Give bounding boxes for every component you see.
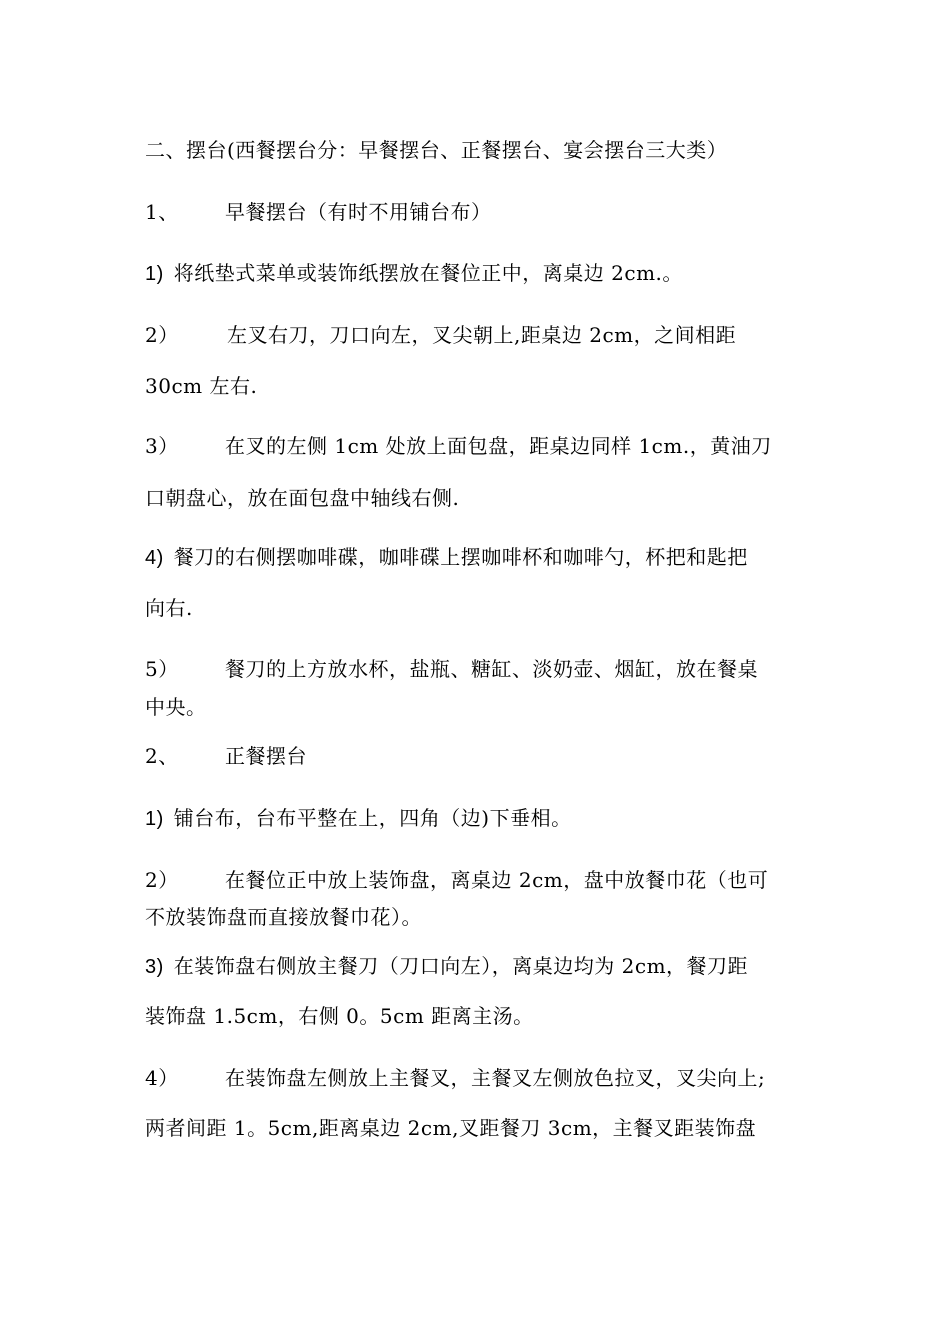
s1-item-4-cont-text: 向右.: [145, 596, 193, 620]
s1-item-5-cont-text: 中央。: [145, 695, 207, 719]
s1-item-3-num: 3）: [145, 434, 179, 458]
s1-item-5: [145, 656, 758, 682]
s1-item-3-cont: [145, 485, 459, 511]
s1-item-3-text: 在叉的左侧 1cm 处放上面包盘，距桌边同样 1cm.，黄油刀: [225, 434, 772, 458]
s2-item-4-num: 4）: [145, 1066, 179, 1090]
s2-item-4-text: 在装饰盘左侧放上主餐叉，主餐叉左侧放色拉叉，叉尖向上;: [225, 1066, 766, 1090]
s1-item-2-cont-text: 30cm 左右.: [145, 374, 258, 398]
s1-item-4-cont: [145, 595, 193, 621]
s2-item-4-cont: [145, 1115, 756, 1141]
s1-item-2-cont: [145, 373, 257, 399]
heading-text: 二、摆台(西餐摆台分：早餐摆台、正餐摆台、宴会摆台三大类）: [145, 138, 728, 162]
s2-item-2-cont-text: 不放装饰盘而直接放餐巾花）。: [145, 905, 422, 929]
s1-item-4: [145, 544, 748, 571]
s1-item-2: [145, 322, 736, 348]
s2-item-4: [145, 1065, 765, 1091]
section-1-title: [145, 199, 492, 225]
s1-item-3: [145, 433, 772, 459]
s1-item-1-num: 1): [145, 263, 164, 285]
s1-item-4-num: 4): [145, 547, 164, 569]
section-2-number: 2、: [145, 744, 179, 768]
section-1-title-text: 早餐摆台（有时不用铺台布）: [225, 200, 492, 224]
s2-item-3-text: 在装饰盘右侧放主餐刀（刀口向左），离桌边均为 2cm，餐刀距: [173, 954, 749, 978]
s2-item-2-text: 在餐位正中放上装饰盘，离桌边 2cm，盘中放餐巾花（也可: [225, 868, 769, 892]
s1-item-3-cont-text: 口朝盘心，放在面包盘中轴线右侧.: [145, 486, 460, 510]
s1-item-5-cont: [145, 694, 207, 720]
s1-item-5-text: 餐刀的上方放水杯，盐瓶、糖缸、淡奶壶、烟缸，放在餐桌: [225, 657, 758, 681]
s2-item-3: [145, 953, 748, 980]
page-heading: [145, 137, 727, 163]
s1-item-1: [145, 260, 683, 287]
s2-item-3-cont-text: 装饰盘 1.5cm，右侧 0。5cm 距离主汤。: [145, 1004, 534, 1028]
section-2-title-text: 正餐摆台: [225, 744, 307, 768]
s1-item-2-text: 左叉右刀，刀口向左，叉尖朝上,距桌边 2cm，之间相距: [227, 323, 737, 347]
s1-item-1-text: 将纸垫式菜单或装饰纸摆放在餐位正中，离桌边 2cm.。: [173, 261, 683, 285]
s2-item-1-text: 铺台布，台布平整在上，四角（边)下垂相。: [173, 806, 572, 830]
s1-item-2-num: 2）: [145, 323, 179, 347]
s2-item-3-cont: [145, 1003, 534, 1029]
s1-item-4-text: 餐刀的右侧摆咖啡碟，咖啡碟上摆咖啡杯和咖啡勺，杯把和匙把: [173, 545, 748, 569]
s2-item-1-num: 1): [145, 808, 164, 830]
s2-item-2-cont: [145, 904, 422, 930]
s2-item-2-num: 2）: [145, 868, 179, 892]
section-2-title: [145, 743, 307, 769]
s1-item-5-num: 5）: [145, 657, 179, 681]
section-1-number: 1、: [145, 200, 179, 224]
s2-item-2: [145, 867, 768, 893]
s2-item-3-num: 3): [145, 956, 164, 978]
s2-item-1: [145, 805, 572, 832]
s2-item-4-cont-text: 两者间距 1。5cm,距离桌边 2cm,叉距餐刀 3cm，主餐叉距装饰盘: [145, 1116, 757, 1140]
